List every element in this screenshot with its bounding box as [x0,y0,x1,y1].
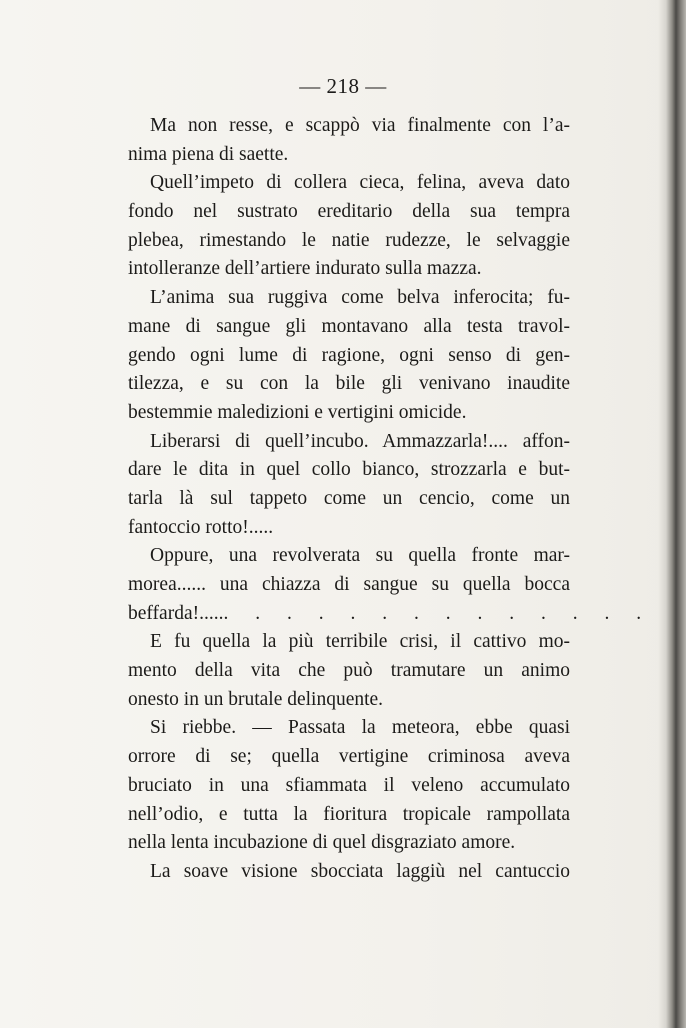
text-line: fondo nel sustrato ereditario della sua tempra [128,201,570,223]
text-line: tilezza, e su con la bile gli venivano inaudite [128,373,570,395]
text-line: gendo ogni lume di ragione, ogni senso di gen- [128,344,570,366]
text-line: bestemmie maledizioni e vertigini omicide. [128,401,467,423]
page-binding-edge [658,0,686,1028]
page-number: — 218 — [299,74,387,98]
text-line: Liberarsi di quell’incubo. Ammazzarla!.... affon- [150,430,570,452]
text-line: bruciato in una sfiammata il veleno accumulato [128,774,570,796]
text-line: Ma non resse, e scappò via finalmente con l’a- [150,115,570,136]
text-line: onesto in un brutale delinquente. [128,688,384,710]
text-line: Oppure, una revolverata su quella fronte mar- [150,545,570,567]
text-line: nell’odio, e tutta la fioritura tropicale rampollata [128,803,570,825]
text-line: morea...... una chiazza di sangue su quella bocca [128,574,570,595]
text-line: Si riebbe. — Passata la meteora, ebbe quasi [150,717,570,739]
text-line: nima piena di saette. [128,143,289,165]
text-line: nella lenta incubazione di quel disgraziato amore. [128,832,516,854]
text-line: E fu quella la più terribile crisi, il cattivo mo- [150,631,570,653]
text-line: beffarda!..... [128,602,224,624]
text-line: La soave visione sbocciata laggiù nel cantuccio [150,860,570,882]
body-text [128,112,653,887]
text-line: dare le dita in quel collo bianco, strozzarla e but- [128,459,570,481]
text-line: fantoccio rotto!..... [128,516,274,538]
text-line: Quell’impeto di collera cieca, felina, aveva dato [150,172,570,194]
text-line: mane di sangue gli montavano alla testa travol- [128,315,570,337]
text-line-with-dot-leader [128,600,653,629]
text-line: mento della vita che può tramutare un animo [128,660,570,682]
text-line: intolleranze dell’artiere indurato sulla mazza. [128,258,482,280]
text-line: tarla là sul tappeto come un cencio, come un [128,487,570,509]
dot-leader: . . . . . . . . . . . . . . [223,602,653,624]
text-line: plebea, rimestando le natie rudezze, le selvaggie [128,229,570,251]
text-line: L’anima sua ruggiva come belva inferocita; fu- [150,287,570,309]
text-line: orrore di se; quella vertigine criminosa aveva [128,746,570,768]
